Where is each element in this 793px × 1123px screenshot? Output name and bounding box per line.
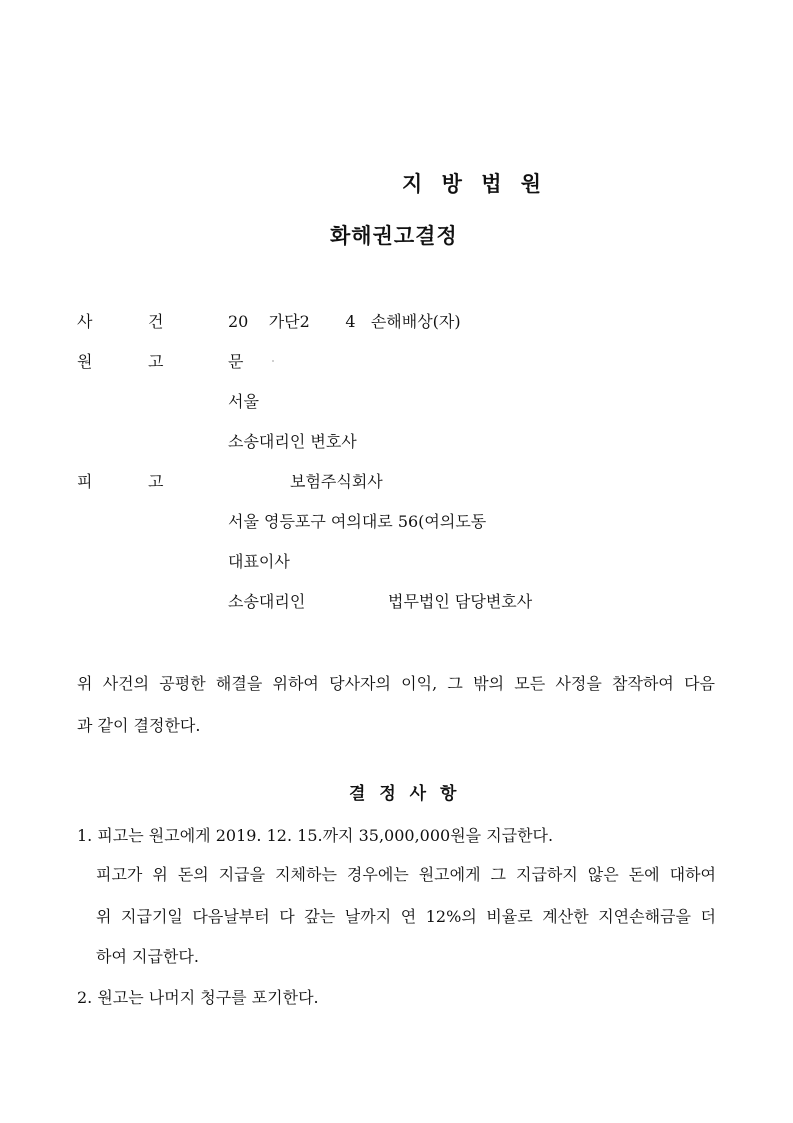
- plaintiff-counsel: 소송대리인 변호사: [228, 432, 357, 451]
- plaintiff-label-b: 고: [148, 352, 164, 371]
- redaction-mark: [272, 360, 274, 362]
- defendant-label-b: 고: [148, 472, 164, 491]
- court-name: 지 방 법 원: [402, 172, 548, 196]
- preamble-line-1: 위 사건의 공평한 해결을 위하여 당사자의 이익, 그 밖의 모든 사정을 참작하여 다음: [77, 674, 715, 693]
- defendant-representative: 대표이사: [228, 552, 290, 571]
- case-label-a: 사: [77, 312, 93, 331]
- defendant-counsel-label: 소송대리인: [228, 592, 306, 611]
- plaintiff-address: 서울: [228, 392, 259, 411]
- plaintiff-label-a: 원: [77, 352, 93, 371]
- decision-item-1-line-4: 하여 지급한다.: [96, 947, 199, 966]
- decision-item-1: 1. 피고는 원고에게 2019. 12. 15.까지 35,000,000원을 지급한다.: [77, 826, 554, 845]
- document-title: 화해권고결정: [330, 224, 458, 248]
- case-number: 20 가단2 4 손해배상(자): [228, 312, 461, 331]
- plaintiff-name: 문: [228, 352, 244, 371]
- defendant-address: 서울 영등포구 여의대로 56(여의도동: [228, 512, 487, 531]
- defendant-counsel-firm: 법무법인 담당변호사: [388, 592, 533, 611]
- decision-item-1-line-2: 피고가 위 돈의 지급을 지체하는 경우에는 원고에게 그 지급하지 않은 돈에 대하여: [96, 865, 716, 884]
- decision-item-2: 2. 원고는 나머지 청구를 포기한다.: [77, 988, 319, 1007]
- preamble-line-2: 과 같이 결정한다.: [77, 716, 201, 735]
- defendant-name: 보험주식회사: [290, 472, 383, 491]
- decision-item-1-line-3: 위 지급기일 다음날부터 다 갚는 날까지 연 12%의 비율로 계산한 지연손해금을 더: [96, 907, 716, 926]
- defendant-label-a: 피: [77, 472, 93, 491]
- case-label-b: 건: [148, 312, 164, 331]
- decision-section-title: 결 정 사 항: [349, 784, 461, 804]
